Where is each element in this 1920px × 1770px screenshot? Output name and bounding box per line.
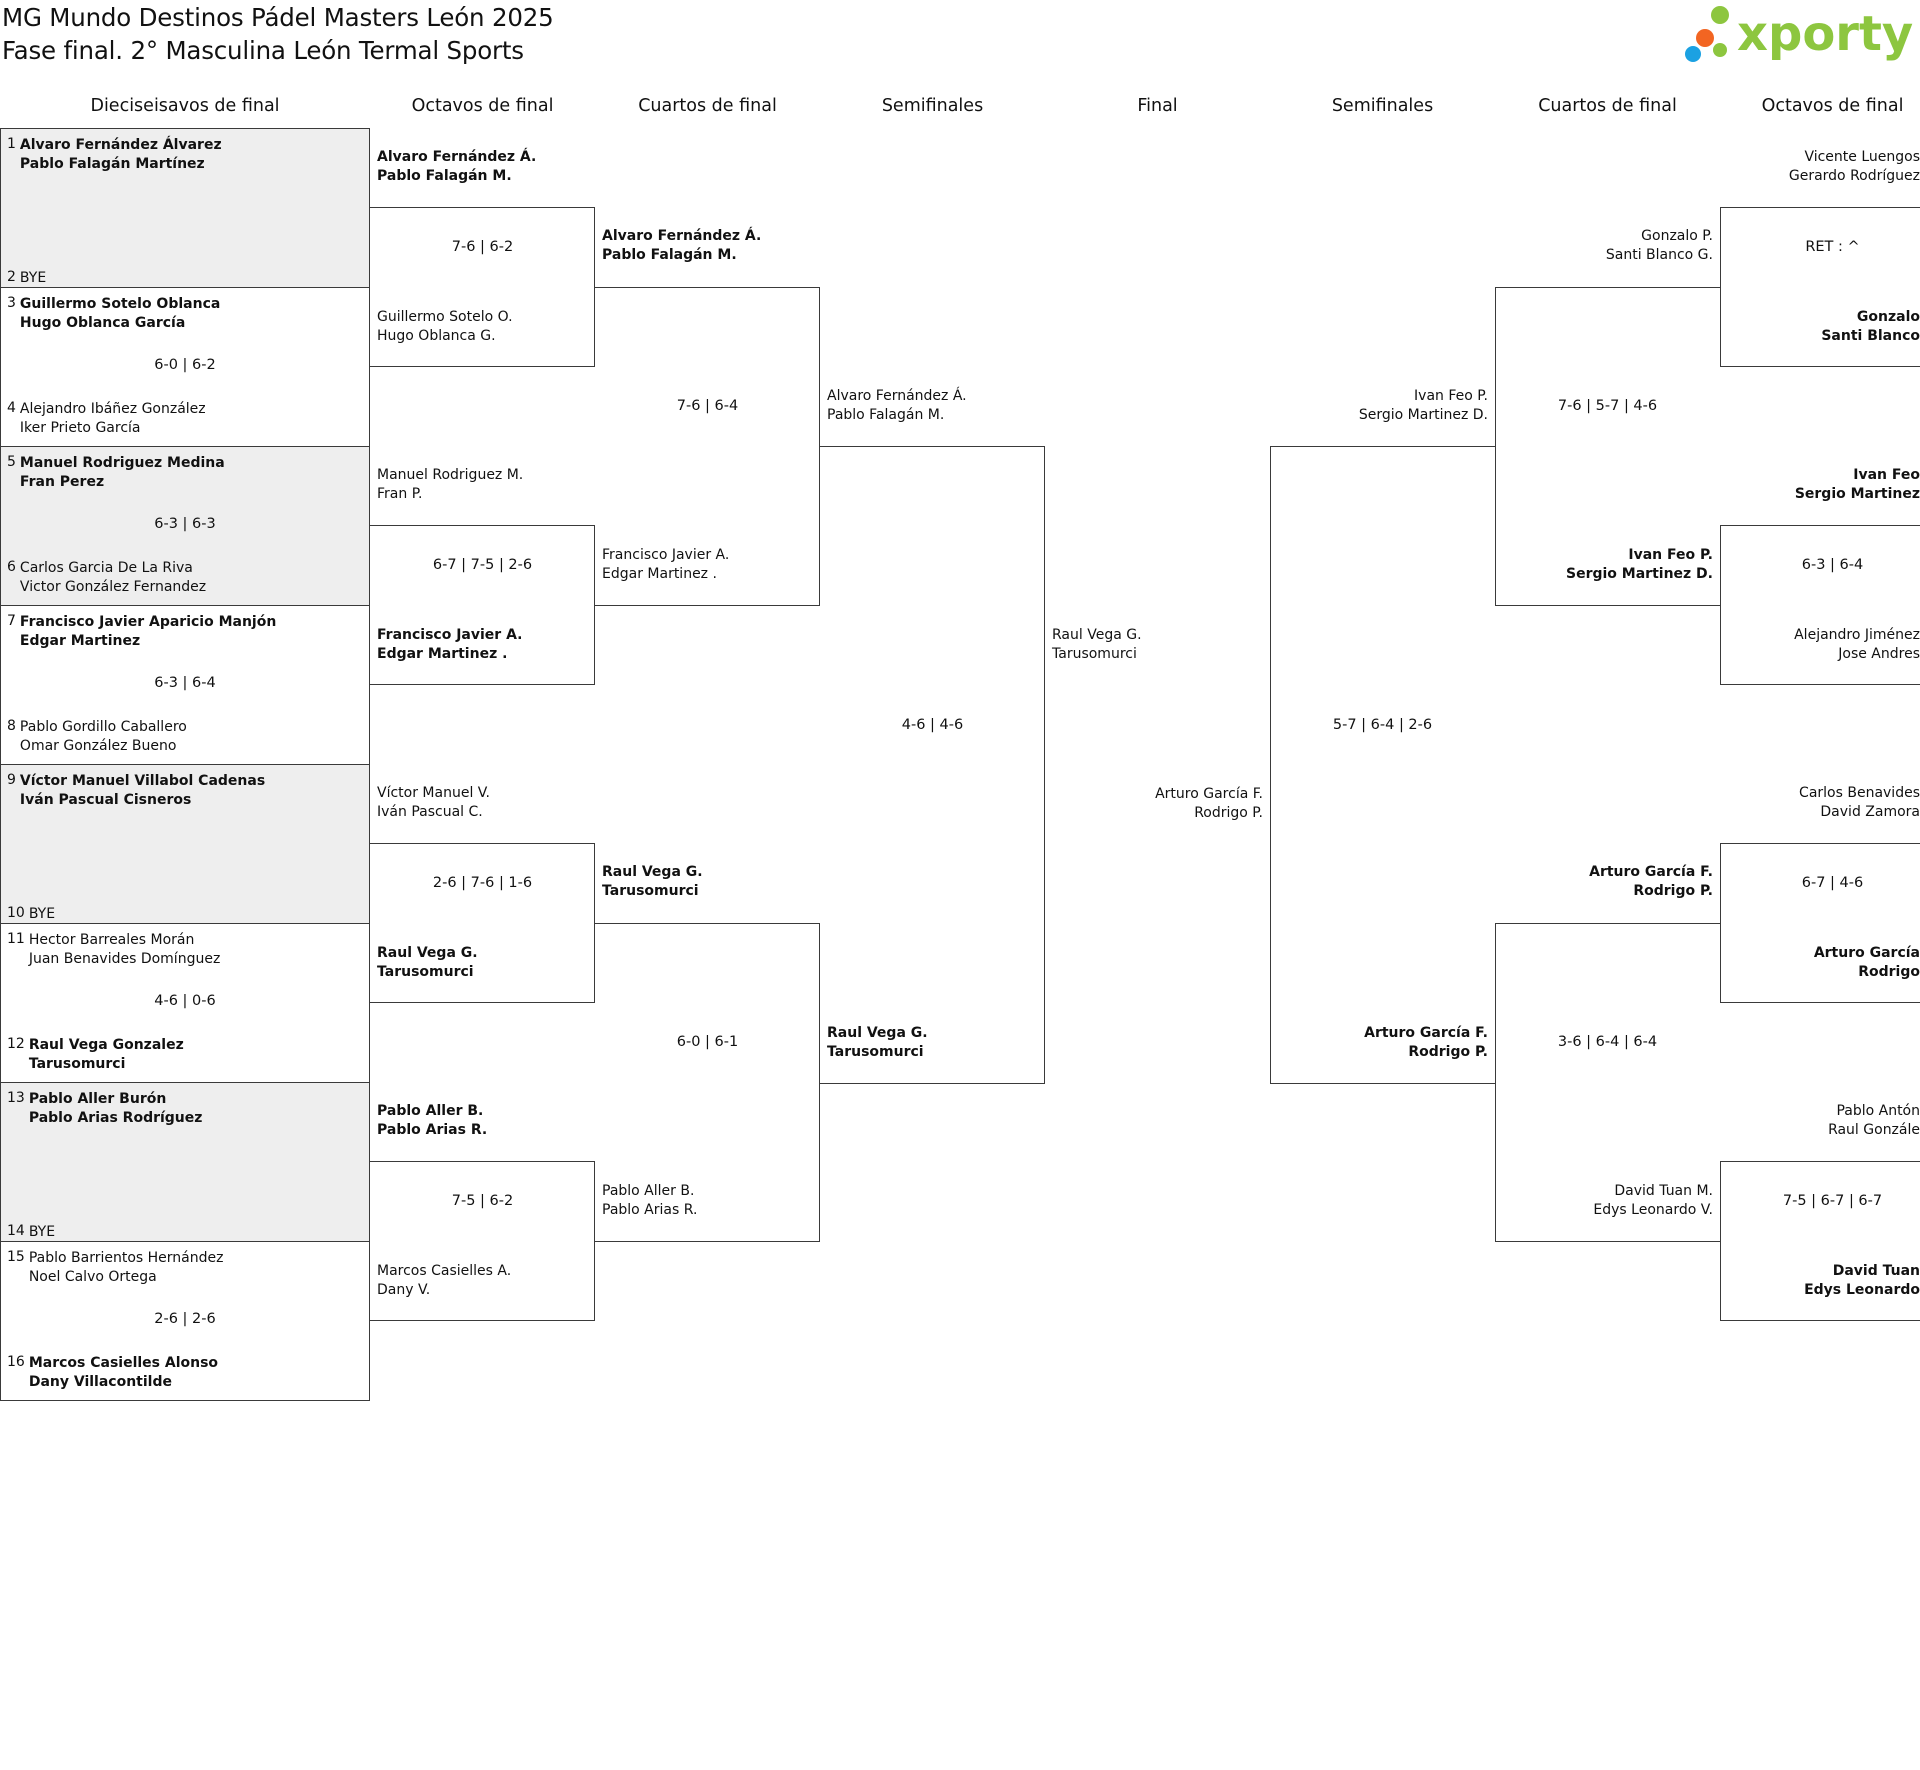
seed-number: 8: [7, 718, 16, 734]
bracket-line: [1720, 525, 1920, 526]
bracket-line: [1720, 843, 1721, 1003]
bracket-line: [1720, 684, 1920, 685]
r32-entry: [7, 613, 276, 651]
seed-number: 12: [7, 1036, 25, 1052]
player-name: David Tuan: [1832, 1263, 1920, 1279]
seed-names: [29, 1036, 184, 1074]
seed-number: 5: [7, 454, 16, 470]
seed-number: 7: [7, 613, 16, 629]
player-name: Pablo Arias R.: [377, 1122, 488, 1138]
seed-number: 4: [7, 400, 16, 416]
player-name: Carlos Garcia De La Riva: [19, 560, 193, 576]
player-name: Francisco Javier Aparicio Manjón: [19, 614, 277, 630]
player-name: Tarusomurci: [377, 964, 474, 980]
player-name: Pablo Falagán M.: [377, 168, 512, 184]
player-name: Gerardo Rodríguez: [1788, 168, 1920, 184]
r32-entry: [7, 269, 46, 288]
match-score: 6-3 | 6-4: [154, 675, 216, 691]
tournament-subtitle: Fase final. 2° Masculina León Termal Sports: [2, 36, 524, 65]
bracket-line: [370, 1161, 595, 1162]
player-name: Tarusomurci: [827, 1044, 924, 1060]
seed-number: 2: [7, 269, 16, 285]
seed-number: 10: [7, 905, 25, 921]
bracket-line: [1720, 207, 1920, 208]
player-name: Francisco Javier A.: [377, 627, 523, 643]
player-name: Ivan Feo P.: [1414, 388, 1488, 404]
team-entry: [377, 466, 587, 504]
bracket-line: [1495, 923, 1720, 924]
col-right-r16: Octavos de final: [1761, 96, 1904, 116]
bracket-line: [820, 446, 1045, 447]
team-entry: [1502, 546, 1713, 584]
player-name: Pablo Arias Rodríguez: [28, 1110, 203, 1126]
tournament-title: MG Mundo Destinos Pádel Masters León 2025: [2, 3, 554, 32]
player-name: Pablo Aller B.: [602, 1183, 695, 1199]
seed-names: [29, 1354, 218, 1392]
r32-entry: [7, 1354, 218, 1392]
match-score: RET : ^: [1805, 239, 1860, 255]
player-name: BYE: [28, 906, 56, 922]
seed-names: [20, 454, 225, 492]
bracket-line: [370, 684, 595, 685]
player-name: Raul Gonzále: [1828, 1122, 1920, 1138]
player-name: Manuel Rodriguez Medina: [19, 455, 225, 471]
player-name: Hector Barreales Morán: [28, 932, 195, 948]
bracket-line: [820, 1083, 1045, 1084]
player-name: Pablo Aller Burón: [28, 1091, 167, 1107]
xporty-logo: [1684, 0, 1920, 70]
team-entry: [1727, 1102, 1920, 1140]
player-name: Gonzalo P.: [1641, 228, 1713, 244]
seed-names: [20, 613, 276, 651]
seed-number: 9: [7, 772, 16, 788]
team-entry: [602, 863, 812, 901]
player-name: Tarusomurci: [602, 883, 699, 899]
match-score: 7-5 | 6-7 | 6-7: [1782, 1193, 1883, 1209]
match-score: 6-0 | 6-1: [676, 1034, 739, 1050]
player-name: Sergio Martinez D.: [1358, 407, 1488, 423]
player-name: Ivan Feo: [1853, 467, 1920, 483]
seed-number: 13: [7, 1090, 25, 1106]
team-entry: [1277, 387, 1488, 425]
team-entry: [1727, 466, 1920, 504]
team-entry: [377, 1262, 587, 1300]
player-name: Marcos Casielles Alonso: [28, 1355, 219, 1371]
bracket-line: [1495, 923, 1496, 1242]
player-name: Pablo Falagán M.: [827, 407, 945, 423]
bracket-line: [370, 207, 595, 208]
player-name: Gonzalo: [1856, 309, 1920, 325]
bracket-line: [1495, 1241, 1720, 1242]
team-entry: [377, 944, 587, 982]
match-score: 6-0 | 6-2: [154, 357, 216, 373]
player-name: Raul Vega Gonzalez: [28, 1037, 184, 1053]
player-name: Arturo García F.: [1155, 786, 1263, 802]
team-entry: [827, 1024, 1037, 1062]
player-name: Raul Vega G.: [827, 1025, 928, 1041]
seed-number: 16: [7, 1354, 25, 1370]
r32-entry: [7, 1223, 55, 1242]
player-name: Hugo Oblanca García: [19, 315, 186, 331]
player-name: Iker Prieto García: [19, 420, 141, 436]
col-left-r16: Octavos de final: [411, 96, 554, 116]
player-name: Guillermo Sotelo O.: [377, 309, 513, 325]
player-name: Noel Calvo Ortega: [28, 1269, 157, 1285]
bracket-line: [595, 1241, 820, 1242]
bracket-line: [1495, 287, 1720, 288]
bracket-line: [1720, 525, 1721, 685]
player-name: Vicente Luengos: [1804, 149, 1920, 165]
match-score: 7-6 | 6-4: [676, 398, 739, 414]
r32-entry: [7, 718, 187, 756]
bracket-line: [595, 287, 820, 288]
col-left-qf: Cuartos de final: [638, 96, 777, 116]
bracket-line: [1044, 446, 1045, 1084]
match-score: 5-7 | 6-4 | 2-6: [1332, 717, 1433, 733]
bracket-line: [595, 605, 820, 606]
player-name: Guillermo Sotelo Oblanca: [19, 296, 221, 312]
team-entry: [602, 1182, 812, 1220]
seed-names: [29, 931, 220, 969]
bracket-line: [1720, 207, 1721, 367]
player-name: Dany Villacontilde: [28, 1374, 172, 1390]
match-score: 4-6 | 0-6: [154, 993, 216, 1009]
player-name: Fran Perez: [19, 474, 105, 490]
player-name: Raul Vega G.: [377, 945, 478, 961]
player-name: Alvaro Fernández Á.: [827, 388, 967, 404]
team-entry: [1727, 784, 1920, 822]
bracket-line: [1720, 366, 1920, 367]
team-entry: [377, 148, 587, 186]
player-name: Pablo Barrientos Hernández: [28, 1250, 224, 1266]
player-name: Santi Blanco: [1821, 328, 1920, 344]
seed-names: [29, 905, 55, 924]
r32-entry: [7, 136, 222, 174]
player-name: Alejandro Jiménez: [1794, 627, 1920, 643]
col-right-sf: Semifinales: [1331, 96, 1434, 116]
r32-entry: [7, 1036, 184, 1074]
player-name: Iván Pascual C.: [377, 804, 483, 820]
seed-names: [29, 1090, 203, 1128]
player-name: Rodrigo: [1858, 964, 1920, 980]
player-name: Iván Pascual Cisneros: [19, 792, 192, 808]
r32-entry: [7, 454, 225, 492]
bracket-line: [1270, 1083, 1495, 1084]
bracket-line: [1270, 446, 1495, 447]
seed-number: 15: [7, 1249, 25, 1265]
col-r32: Dieciseisavos de final: [90, 96, 280, 116]
team-entry: [377, 1102, 587, 1140]
team-entry: [1727, 1262, 1920, 1300]
bracket-line: [370, 366, 595, 367]
player-name: Marcos Casielles A.: [377, 1263, 512, 1279]
seed-names: [20, 559, 206, 597]
r32-entry: [7, 1249, 223, 1287]
col-right-qf: Cuartos de final: [1538, 96, 1677, 116]
player-name: Edys Leonardo V.: [1593, 1202, 1713, 1218]
seed-names: [20, 400, 206, 438]
player-name: Pablo Arias R.: [602, 1202, 698, 1218]
final-entry-bottom: [1052, 785, 1263, 823]
player-name: Arturo García F.: [1589, 864, 1713, 880]
final-entry-top: [1052, 626, 1262, 664]
bracket-line: [1720, 1320, 1920, 1321]
player-name: Pablo Falagán Martínez: [19, 156, 205, 172]
seed-names: [29, 1223, 55, 1242]
player-name: Tarusomurci: [28, 1056, 126, 1072]
player-name: Sergio Martinez: [1794, 486, 1920, 502]
player-name: Raul Vega G.: [1052, 627, 1142, 643]
bracket-line: [1495, 605, 1720, 606]
match-score: 7-6 | 5-7 | 4-6: [1557, 398, 1658, 414]
bracket-line: [1720, 1161, 1920, 1162]
player-name: Sergio Martinez D.: [1566, 566, 1713, 582]
player-name: Manuel Rodriguez M.: [377, 467, 524, 483]
seed-names: [20, 772, 265, 810]
bracket-line: [370, 1002, 595, 1003]
player-name: Carlos Benavides: [1799, 785, 1920, 801]
player-name: Omar González Bueno: [19, 738, 177, 754]
seed-names: [29, 1249, 224, 1287]
player-name: Raul Vega G.: [602, 864, 703, 880]
team-entry: [1727, 308, 1920, 346]
seed-names: [20, 136, 222, 174]
seed-number: 3: [7, 295, 16, 311]
match-score: 4-6 | 4-6: [901, 717, 964, 733]
player-name: David Tuan M.: [1614, 1183, 1713, 1199]
seed-number: 1: [7, 136, 16, 152]
player-name: Pablo Gordillo Caballero: [19, 719, 187, 735]
team-entry: [1502, 863, 1713, 901]
player-name: Arturo García F.: [1364, 1025, 1488, 1041]
team-entry: [377, 308, 587, 346]
team-entry: [1727, 944, 1920, 982]
player-name: Alvaro Fernández Á.: [602, 228, 762, 244]
player-name: Jose Andres: [1838, 646, 1920, 662]
team-entry: [1727, 626, 1920, 664]
player-name: BYE: [19, 270, 47, 286]
r32-entry: [7, 931, 220, 969]
player-name: Ivan Feo P.: [1628, 547, 1713, 563]
team-entry: [1502, 227, 1713, 265]
player-name: Dany V.: [377, 1282, 431, 1298]
player-name: Víctor Manuel Villabol Cadenas: [19, 773, 266, 789]
player-name: Pablo Falagán M.: [602, 247, 737, 263]
team-entry: [1727, 148, 1920, 186]
player-name: Rodrigo P.: [1408, 1044, 1488, 1060]
match-score: 3-6 | 6-4 | 6-4: [1557, 1034, 1658, 1050]
team-entry: [602, 227, 812, 265]
player-name: Alvaro Fernández Á.: [377, 149, 537, 165]
match-score: 7-5 | 6-2: [451, 1193, 514, 1209]
seed-names: [20, 269, 46, 288]
match-score: 6-3 | 6-4: [1801, 557, 1864, 573]
bracket-line: [1495, 287, 1496, 606]
player-name: Edys Leonardo: [1804, 1282, 1920, 1298]
r32-entry: [7, 772, 265, 810]
team-entry: [377, 626, 587, 664]
team-entry: [602, 546, 812, 584]
match-score: 6-7 | 7-5 | 2-6: [432, 557, 533, 573]
team-entry: [1277, 1024, 1488, 1062]
player-name: Edgar Martinez .: [602, 566, 717, 582]
bracket-line: [370, 1320, 595, 1321]
player-name: Rodrigo P.: [1194, 805, 1263, 821]
seed-number: 11: [7, 931, 25, 947]
player-name: Juan Benavides Domínguez: [28, 951, 221, 967]
seed-number: 14: [7, 1223, 25, 1239]
player-name: Alejandro Ibáñez González: [19, 401, 206, 417]
match-score: 6-7 | 4-6: [1801, 875, 1864, 891]
r32-entry: [7, 400, 206, 438]
player-name: Víctor Manuel V.: [377, 785, 491, 801]
match-score: 7-6 | 6-2: [451, 239, 514, 255]
bracket-line: [1720, 1002, 1920, 1003]
player-name: Francisco Javier A.: [602, 547, 730, 563]
bracket-line: [595, 923, 820, 924]
player-name: Hugo Oblanca G.: [377, 328, 496, 344]
player-name: Santi Blanco G.: [1605, 247, 1713, 263]
player-name: Tarusomurci: [1052, 646, 1137, 662]
seed-names: [20, 295, 220, 333]
player-name: Arturo García: [1813, 945, 1920, 961]
bracket-line: [1270, 446, 1271, 1084]
team-entry: [827, 387, 1037, 425]
player-name: Rodrigo P.: [1633, 883, 1713, 899]
bracket-line: [1720, 1161, 1721, 1321]
seed-number: 6: [7, 559, 16, 575]
player-name: Edgar Martinez: [19, 633, 141, 649]
match-score: 2-6 | 2-6: [154, 1311, 216, 1327]
team-entry: [377, 784, 587, 822]
player-name: Pablo Aller B.: [377, 1103, 484, 1119]
r32-entry: [7, 559, 206, 597]
r32-entry: [7, 905, 55, 924]
r32-entry: [7, 1090, 202, 1128]
player-name: David Zamora: [1820, 804, 1920, 820]
r32-entry: [7, 295, 220, 333]
col-left-sf: Semifinales: [881, 96, 984, 116]
seed-names: [20, 718, 187, 756]
logo-text: xporty: [1737, 6, 1914, 62]
bracket-line: [370, 525, 595, 526]
match-score: 6-3 | 6-3: [154, 516, 216, 532]
player-name: BYE: [28, 1224, 56, 1240]
player-name: Alvaro Fernández Álvarez: [19, 137, 222, 153]
team-entry: [1502, 1182, 1713, 1220]
bracket-line: [370, 843, 595, 844]
player-name: Victor González Fernandez: [19, 579, 207, 595]
bracket-line: [1720, 843, 1920, 844]
col-final: Final: [1137, 96, 1178, 116]
player-name: Edgar Martinez .: [377, 646, 508, 662]
match-score: 2-6 | 7-6 | 1-6: [432, 875, 533, 891]
player-name: Pablo Antón: [1836, 1103, 1920, 1119]
player-name: Fran P.: [377, 486, 423, 502]
